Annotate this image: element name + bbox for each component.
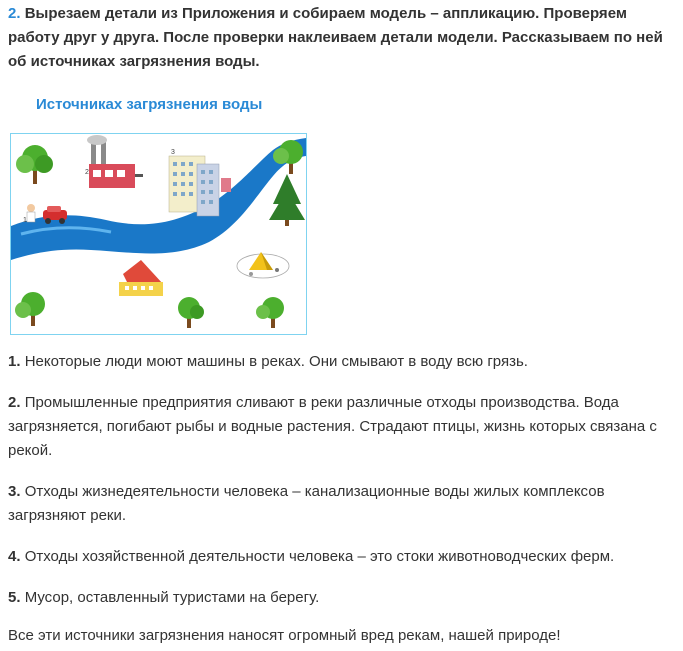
fir-tree-right — [269, 174, 305, 226]
item-text: Мусор, оставленный туристами на берегу. — [24, 589, 320, 606]
car-washing-scene — [27, 204, 67, 224]
list-item — [8, 545, 676, 569]
tree-bottom-left — [15, 292, 45, 326]
list-item — [8, 350, 676, 374]
item-number: 5. — [8, 589, 21, 606]
list-item — [8, 480, 676, 528]
conclusion-text: Все эти источники загрязнения наносят огромный вред рекам, нашей природе! — [8, 627, 561, 644]
item-text: Отходы хозяйственной деятельности человека – это стоки животноводческих ферм. — [24, 548, 615, 565]
list-item — [8, 391, 676, 463]
river — [11, 138, 306, 260]
label-2: 2 — [85, 169, 89, 176]
item-number: 2. — [8, 394, 21, 411]
task-text: Вырезаем детали из Приложения и собираем модель – аппликацию. Проверяем работу друг у друга. После проверки наклеиваем детали модели. Рассказываем по ней об источниках загрязнения воды. — [8, 5, 663, 70]
item-text: Промышленные предприятия сливают в реки различные отходы производства. Вода загрязняется, погибают рыбы и водные растения. Страдают птицы, жизнь которых связана с рекой. — [8, 394, 657, 459]
label-3: 3 — [171, 149, 175, 156]
factory-building — [87, 135, 143, 188]
pollution-model-illustration — [10, 133, 307, 335]
tree-bottom-right — [256, 297, 284, 328]
item-text: Отходы жизнедеятельности человека – канализационные воды жилых комплексов загрязняют реки. — [8, 483, 605, 524]
label-1: 1 — [23, 217, 27, 224]
tourist-tent — [237, 252, 289, 278]
tree-bottom-middle — [178, 297, 204, 328]
item-text: Некоторые люди моют машины в реках. Они смывают в воду всю грязь. — [24, 353, 528, 370]
task-intro — [8, 2, 678, 74]
tree-top-left — [16, 145, 53, 184]
item-number: 3. — [8, 483, 21, 500]
item-number: 4. — [8, 548, 21, 565]
illustration-svg — [11, 134, 306, 334]
section-subheading: Источниках загрязнения воды — [36, 96, 263, 113]
list-item — [8, 586, 676, 610]
livestock-farm — [119, 260, 163, 296]
item-number: 1. — [8, 353, 21, 370]
task-number: 2. — [8, 5, 21, 22]
